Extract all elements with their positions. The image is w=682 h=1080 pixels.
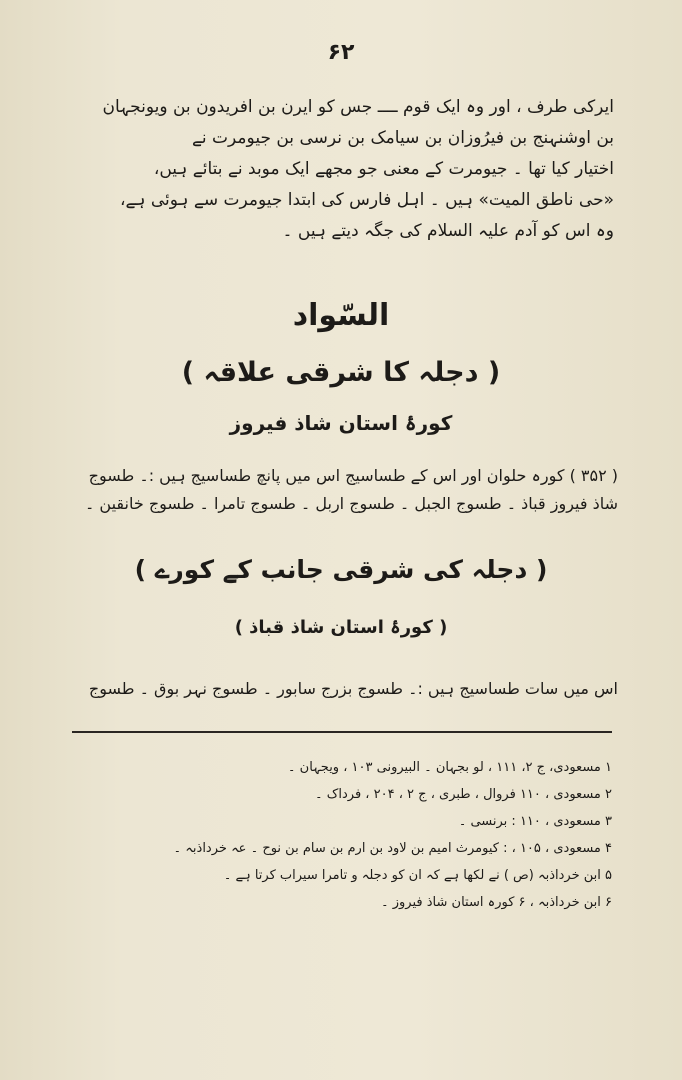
footnote: ۶ ابن خرداذبہ ، ۶ کورہ استان شاذ فیروز ۔ <box>381 895 612 910</box>
body-line: اختیار کیا تھا ۔ جیومرت کے معنی جو مجھے ایک موبد نے بتائے ہیں، <box>153 159 614 179</box>
body-line: «حی ناطق المیت» ہیں ۔ اہل فارس کی ابتدا جیومرت سے ہوئی ہے، <box>120 190 614 210</box>
list-line: شاذ فیروز قباذ ۔ طسوج الجبل ۔ طسوج اربل ۔ طسوج تامرا ۔ طسوج خانقین ۔ <box>84 494 618 513</box>
footnote: ۴ مسعودی ، ۱۰۵ ، : کیومرث امیم بن لاود بن ارم بن سام بن نوح ۔ عہ خرداذبہ ۔ <box>173 841 612 856</box>
body-paragraph <box>66 92 614 247</box>
heading-kura-qubadh: ( کورۂ استان شاذ قباذ ) <box>234 617 448 638</box>
body-line: ایرکی طرف ، اور وہ ایک قوم ــــ جس کو ایرن بن افریدون بن ویونجہان <box>102 97 614 117</box>
footnote: ۳ مسعودی ، ۱۱۰ : برنسی ۔ <box>458 814 612 829</box>
heading-sawad: السّواد <box>292 298 390 333</box>
footnotes <box>150 754 612 916</box>
tasasij-line: اس میں سات طساسیج ہیں :۔ طسوج بزرج سابور ۔ طسوج نہر بوق ۔ طسوج <box>88 679 618 698</box>
heading-dijla-east: ( دجلہ کا شرقی علاقہ ) <box>181 357 501 388</box>
footnote: ۱ مسعودی، ج ۲، ۱۱۱ ، لو بجہان ۔ البیرونی ۱۰۳ ، ویجہان ۔ <box>287 760 612 775</box>
footnote: ۲ مسعودی ، ۱۱۰ فروال ، طبری ، ج ۲ ، ۲۰۴ ، فرداک ۔ <box>314 787 612 802</box>
heading-kura-firoz: کورۂ استان شاذ فیروز <box>229 411 453 435</box>
page-number: ۶۲ <box>327 40 355 65</box>
footnote: ۵ ابن خرداذبہ (ص ) نے لکھا ہے کہ ان کو دجلہ و تامرا سیراب کرتا ہے ۔ <box>223 868 612 883</box>
list-line: ( ۳۵۲ ) کورہ حلوان اور اس کے طساسیج اس میں پانچ طساسیج ہیں :۔ طسوج <box>88 466 618 485</box>
body-line: بن اوشنہنج بن فیرُوزان بن سیامک بن نرسی بن جیومرت نے <box>191 128 614 148</box>
heading-dijla-side: ( دجلہ کی شرقی جانب کے کورے ) <box>134 555 548 584</box>
body-line: وہ اس کو آدم علیہ السلام کی جگہ دیتے ہیں ۔ <box>282 221 614 241</box>
footnote-divider <box>72 731 612 733</box>
tasasij-list <box>70 462 618 518</box>
